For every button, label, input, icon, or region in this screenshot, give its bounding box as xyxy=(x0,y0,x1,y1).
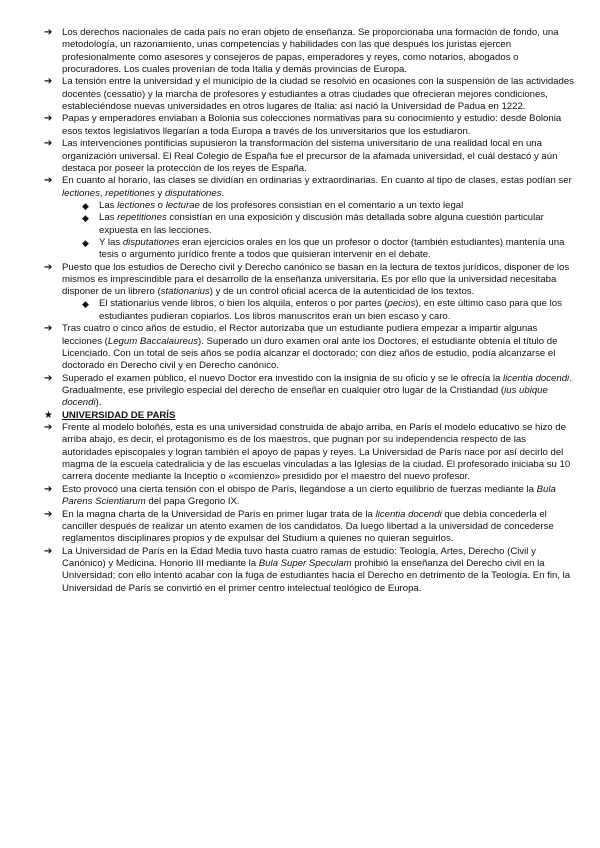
list-item xyxy=(44,27,574,76)
arrow-icon: ➔ xyxy=(44,261,53,273)
notes-list xyxy=(44,27,574,595)
sub-list-item xyxy=(62,237,574,262)
list-item xyxy=(44,113,574,138)
diamond-icon: ◆ xyxy=(82,200,89,211)
arrow-icon: ➔ xyxy=(44,372,53,384)
list-item xyxy=(44,373,574,410)
section-heading-item xyxy=(44,410,574,422)
arrow-icon: ➔ xyxy=(44,27,53,38)
item-text: Puesto que los estudios de Derecho civil y Derecho canónico se basan en la lectura de textos jurídicos, disponer de los mismos es imprescindible para el desarrollo de la enseñanza universitaria. Es por ello que la universidad necesitaba disponer de un librero (stationarius) y de un control oficial acerca de la autenticidad de los textos. xyxy=(62,261,570,298)
item-text: La Universidad de París en la Edad Media tuvo hasta cuatro ramas de estudio: Teología, Artes, Derecho (Civil y Canónico) y Medicina. Honorio III mediante la Bula Super Speculam prohibió la enseñanza del Derecho civil en la Universidad; con ello intentó acabar con la fuga de estudiantes hacia el Derecho en detrimento de la Teología. En fin, la Universidad de París se convirtió en el primer centro intelectual teológico de Europa. xyxy=(62,545,571,594)
sub-item-text: Las lectiones o lecturae de los profesores consistían en el comentario a un texto legal xyxy=(99,199,464,211)
arrow-icon: ➔ xyxy=(44,323,53,335)
diamond-icon: ◆ xyxy=(82,237,89,248)
item-text: La tensión entre la universidad y el municipio de la ciudad se resolvió en ocasiones con la suspensión de las actividades docentes (cessatio) y la marcha de profesores y estudiantes a otras ciudades que ofrecieran mejores condiciones, estableciéndose nuevas universidades en otros lugares de Italia: así nació la Universidad de Padua en 1222. xyxy=(62,76,574,112)
list-item xyxy=(44,546,574,595)
sub-list-item xyxy=(62,212,574,237)
arrow-icon: ➔ xyxy=(44,138,53,150)
sub-item-text: El stationarius vende libros, o bien los alquila, enteros o por partes (pecios), en este último caso para que los estudiantes pudieran copiarlos. Los libros manuscritos eran un bien escaso y caro. xyxy=(99,298,562,322)
arrow-icon: ➔ xyxy=(44,422,53,434)
list-item xyxy=(44,76,574,113)
item-text: Tras cuatro o cinco años de estudio, el Rector autorizaba que un estudiante pudiera empezar a impartir algunas lecciones (Legum Baccalaureus). Superado un duro examen oral ante los Doctores, el estudiante obtenía el título de Licenciado. Con un total de seis años se podía alcanzar el doctorado; con diez años de estudio, podía alcanzarse el doctorado en Derecho civil y en Derecho canónico. xyxy=(62,323,558,372)
sub-list xyxy=(62,200,574,261)
diamond-icon: ◆ xyxy=(82,213,89,224)
list-item xyxy=(44,262,574,323)
list-item xyxy=(44,422,574,483)
sub-item-text: Las repetitiones consistían en una exposición y discusión más detallada sobre alguna cuestión particular expuesta en las lecciones. xyxy=(99,212,544,236)
item-text: Superado el examen público, el nuevo Doctor era investido con la insignia de su oficio y se le ofrecía la licentia docendi. Gradualmente, ese privilegio especial del derecho de enseñar en cualquier otro lugar de la Cristiandad (ius ubique docendi). xyxy=(62,372,572,409)
section-heading: UNIVERSIDAD DE PARÍS xyxy=(62,409,176,421)
list-item xyxy=(44,138,574,175)
list-item xyxy=(44,175,574,261)
list-item xyxy=(44,323,574,372)
sub-list-item xyxy=(62,200,574,212)
sub-list xyxy=(62,298,574,323)
arrow-icon: ➔ xyxy=(44,545,53,557)
star-icon: ★ xyxy=(44,409,53,421)
arrow-icon: ➔ xyxy=(44,508,53,520)
sub-item-text: Y las disputationes eran ejercicios orales en los que un profesor o doctor (también estudiantes) mantenía una tesis o argumento jurídico frente a todos que quisieran intervenir en el debate. xyxy=(99,236,565,261)
list-item xyxy=(44,484,574,509)
arrow-icon: ➔ xyxy=(44,76,53,88)
item-text: Papas y emperadores enviaban a Bolonia sus colecciones normativas para su conocimiento y estudio: desde Bolonia esos textos legislativos llegarían a toda Europa a través de los universitarios que los estudiaron. xyxy=(62,113,562,137)
item-text: Frente al modelo boloñés, esta es una universidad construida de abajo arriba, en París el modelo educativo se hizo de arriba abajo, es decir, el protagonismo es de los maestros, que pugnan por su independencia respecto de las autoridades episcopales y logran también el apoyo de papas y reyes. La Universidad de París nace por así decirlo del magma de la escuela catedralicia y de las escuelas vinculadas a las Iglesias de la ciudad. El profesorado iniciaba su 10 carrera docente mediante la Inceptio o «comienzo» presidido por el maestro del nuevo profesor. xyxy=(62,422,571,483)
item-text: Los derechos nacionales de cada país no eran objeto de enseñanza. Se proporcionaba una formación de fondo, una metodología, un razonamiento, unas competencias y habilidades con las que después los juristas ejercen profesionalmente como asesores y consejeros de papas, emperadores y reyes, como notarios, abogados o procuradores. Los cuales provenían de toda Italia y demás provincias de Europa. xyxy=(62,27,559,75)
item-text: En la magna charta de la Universidad de París en primer lugar trata de la licentia docendi que debía concederla el canciller después de realizar un atento examen de los candidatos. Da luego libertad a la universidad de concederse reglamentos disciplinares propios y de expulsar del Studium a quienes no quieran seguirlos. xyxy=(62,508,554,545)
arrow-icon: ➔ xyxy=(44,113,53,125)
sub-list-item xyxy=(62,298,574,323)
arrow-icon: ➔ xyxy=(44,483,53,495)
item-text: En cuanto al horario, las clases se dividían en ordinarias y extraordinarias. En cuanto al tipo de clases, estas podían ser lectiones, repetitiones y disputationes. xyxy=(62,175,572,199)
item-text: Las intervenciones pontificias supusieron la transformación del sistema universitario de una realidad local en una organización universal. El Real Colegio de España fue el precursor de la afamada universidad, el cuál destacó y aún destaca por poseer la protección de los reyes de España. xyxy=(62,138,558,174)
diamond-icon: ◆ xyxy=(82,299,89,310)
list-item xyxy=(44,509,574,546)
arrow-icon: ➔ xyxy=(44,175,53,187)
item-text: Esto provocó una cierta tensión con el obispo de París, llegándose a un cierto equilibrio de fuerzas mediante la Bula Parens Scientiarum del papa Gregorio IX. xyxy=(62,483,556,508)
